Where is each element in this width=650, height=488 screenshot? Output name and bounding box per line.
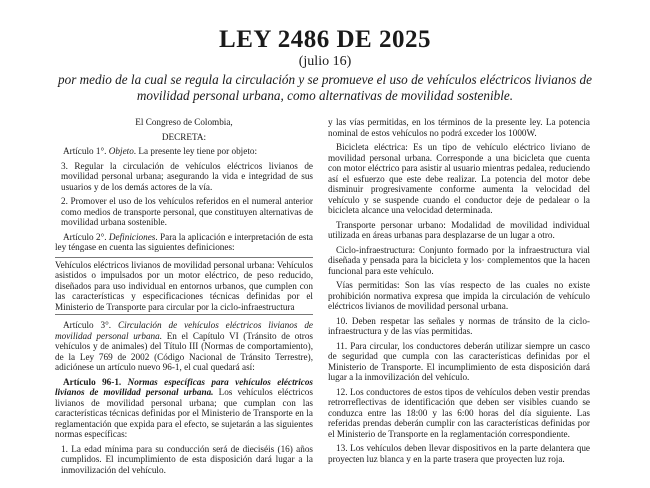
article-1-label: Artículo 1°.: [63, 146, 109, 156]
item-10: 10. Deben respetar las señales y normas de tránsito de la ciclo-infraestructura y de las vías permitidas.: [328, 315, 590, 336]
article-1-text: . La presente ley tiene por objeto:: [133, 146, 258, 156]
article-96-1-item-1: 1. La edad mínima para su conducción será de dieciséis (16) años cumplidos. El incumplimiento de esta disposición dará lugar a la inmovilización del vehículo.: [61, 443, 313, 475]
article-3-heading: Circulación de vehículos eléctricos livianos de movilidad personal urbana.: [55, 320, 313, 341]
article-3-text: En el Capítulo VI (Tránsito de otros vehículos y de animales) del Título III (Normas de comportamiento), de la Ley 769 de 2002 (Código Nacional de Tránsito Terrestre), adiciónese un artículo nuevo 96-1, el cual quedará así:: [55, 330, 313, 372]
article-96-1-label: Artículo 96-1.: [63, 376, 128, 387]
article-1-item-2: 2. Promover el uso de los vehículos referidos en el numeral anterior como medios de transporte personal, que constituyen alternativas de movilidad urbana sostenible.: [61, 196, 313, 227]
article-3: [55, 320, 313, 373]
article-96-1: [55, 377, 313, 440]
law-subtitle: por medio de la cual se regula la circulación y se promueve el uso de vehículos eléctricos livianos de movilidad personal urbana, como alternativas de movilidad sostenible.: [58, 72, 592, 103]
decreta-line: DECRETA:: [161, 131, 207, 142]
article-2: [55, 232, 313, 253]
law-date: (julio 16): [298, 54, 352, 69]
item-13: 13. Los vehículos deben llevar dispositivos en la parte delantera que proyecten luz blanca y en la parte trasera que proyecten luz roja.: [328, 443, 590, 464]
article-1: [55, 146, 313, 157]
article-2-text: . Para la aplicación e interpretación de esta ley téngase en cuenta las siguientes definiciones:: [55, 231, 313, 252]
definition-transporte: Transporte personar urbano: Modalidad de movilidad individual utilizada en áreas urbanas para desplazarse de un lugar a otro.: [328, 219, 590, 240]
definition-bicicleta: Bicicleta eléctrica: Es un tipo de vehículo eléctrico liviano de movilidad personal urbana. Corresponde a una bicicleta que cuenta con motor eléctrico para asistir al usuario mientras pedalea, reduciendo así el esfuerzo que este debe realizar. La potencia del motor debe disminuir progresivamente conforme aumenta la velocidad del vehículo y se suspende cuando el conductor deje de pedalear o la bicicleta alcance una velocidad determinada.: [328, 142, 590, 215]
definition-continuation: y las vías permitidas, en los términos de la presente ley. La potencia nominal de estos vehículos no podrá exceder los 1000W.: [328, 117, 590, 138]
item-12: 12. Los conductores de estos tipos de vehículos deben vestir prendas retrorreflectivas de identificación que deben ser visibles cuando se conduzca entre las 18:00 y las 6:00 horas del día siguiente. Las referidas prendas deberán cumplir con las características definidas por el Ministerio de Transporte en la reglamentación correspondiente.: [328, 386, 590, 439]
article-3-label: Artículo 3°.: [63, 320, 119, 330]
left-column: [55, 117, 314, 475]
article-2-label: Artículo 2°.: [63, 231, 109, 242]
article-96-1-heading: Normas específicas para vehículos eléctricos livianos de movilidad personal urbana.: [55, 376, 314, 397]
law-title: LEY 2486 DE 2025: [219, 26, 431, 53]
article-1-item-3: 3. Regular la circulación de vehículos eléctricos livianos de movilidad personal urbana; asegurando la vida e integridad de sus usuarios y de los demás actores de la vía.: [61, 160, 313, 192]
article-2-heading: Definiciones: [108, 231, 156, 242]
right-column: [328, 117, 590, 464]
article-1-heading: Objeto: [108, 146, 134, 156]
article-96-1-text: Los vehículos eléctricos livianos de movilidad personal urbana; que cumplan con las características técnicas definidas por el Ministerio de Transporte en la reglamentación que expida para el efecto, se sujetarán a las siguientes normas específicas:: [55, 387, 313, 439]
definition-ciclo: Ciclo-infraestructura: Conjunto formado por la infraestructura vial diseñada y pensada para la bicicleta y los· complementos que la hacen funcional para este vehículo.: [328, 244, 590, 276]
item-11: 11. Para circular, los conductores deberán utilizar siempre un casco de seguridad que cumpla con las características definidas por el Ministerio de Transporte. El incumplimiento de esta disposición dará lugar a la inmovilización del vehículo.: [328, 340, 590, 382]
definition-vias: Vías permitidas: Son las vías respecto de las cuales no existe prohibición normativa expresa que impida la circulación de vehículo eléctricos livianos de movilidad personal urbana.: [328, 280, 590, 311]
definition-vehiculos: Vehículos eléctricos livianos de movilidad personal urbana: Vehículos asistidos o impulsados por un motor eléctrico, de peso reducido, diseñados para uso individual en entornos urbanos, que cumplen con las características y especificaciones técnicas definidas por el Ministerio de Transporte para circular por la ciclo-infraestructura: [55, 257, 313, 316]
congreso-line: El Congreso de Colombia,: [135, 117, 233, 127]
